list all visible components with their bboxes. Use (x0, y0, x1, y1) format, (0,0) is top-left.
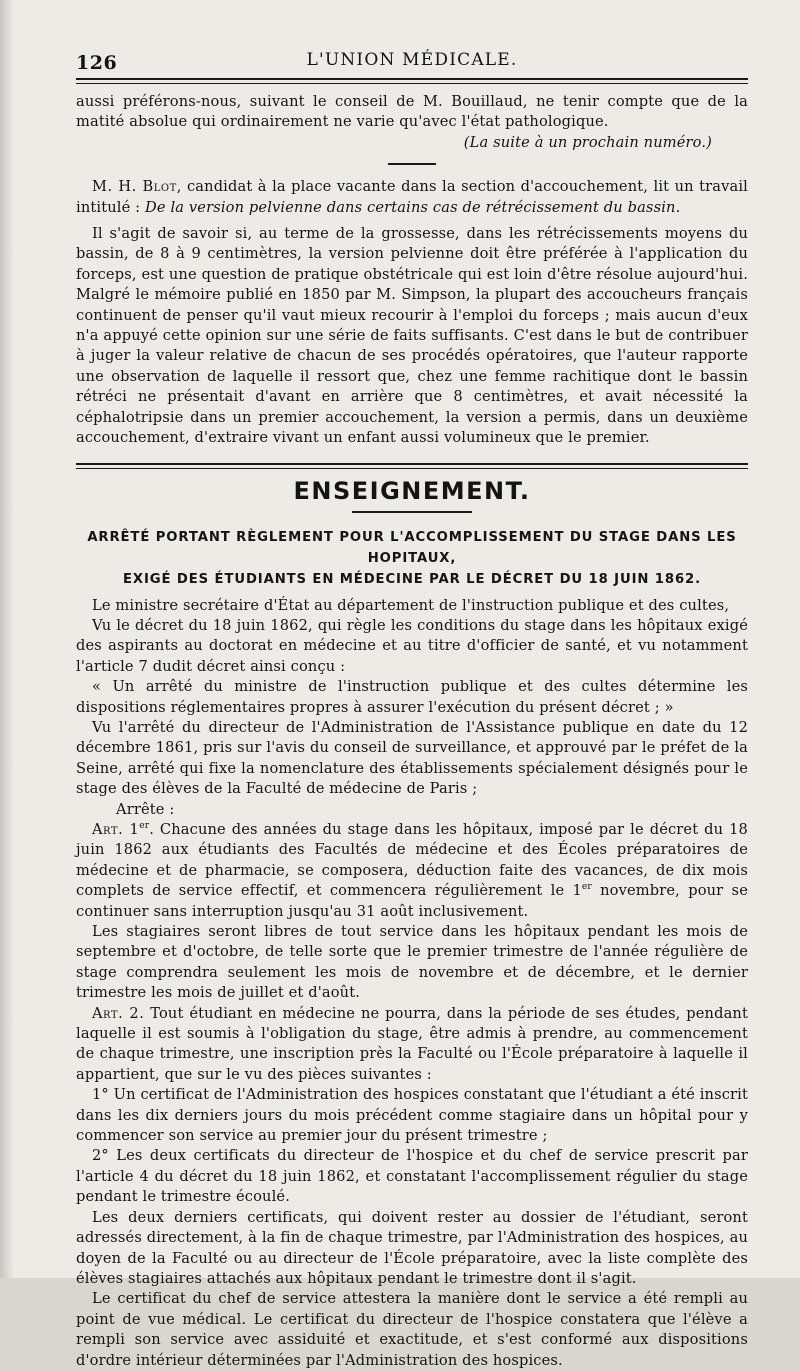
arrete-heading: Arrête : (116, 800, 175, 818)
article-1-label: Art. 1 (92, 820, 140, 838)
section-title: ENSEIGNEMENT. (293, 476, 531, 505)
decree-paragraph-1: Le ministre secrétaire d'État au département de l'instruction publique et des cultes, (92, 596, 730, 614)
running-title: L'UNION MÉDICALE. (306, 50, 518, 70)
article-2-label: Art. 2. (92, 1004, 145, 1022)
decree-title (76, 527, 748, 590)
work-title: De la version pelvienne dans certains cas de rétrécissement du bassin. (145, 198, 681, 216)
section-rule (76, 463, 748, 469)
continuation-paragraph: aussi préférons-nous, suivant le conseil de M. Bouillaud, ne tenir compte que de la matité absolue qui ordinairement ne varie qu'avec l'état pathologique. (76, 93, 748, 131)
article-1-text-b: novembre, pour se continuer sans interruption jusqu'au 31 août inclusivement. (76, 882, 748, 920)
separator-rule (388, 163, 436, 165)
decree-title-line1: ARRÊTÉ PORTANT RÈGLEMENT POUR L'ACCOMPLISSEMENT DU STAGE DANS LES HOPITAUX, (87, 529, 737, 566)
header-rule (76, 78, 748, 84)
article-1-sup: er (139, 821, 150, 832)
blot-intro-text: , candidat à la place vacante dans la section d'accouchement, lit un travail intitulé : (76, 178, 748, 216)
decree-paragraph-5: Les stagiaires seront libres de tout service dans les hôpitaux pendant les mois de septembre et d'octobre, de telle sorte que le premier trimestre de l'année régulière de stage comprendra seulement les mois de novembre et de décembre, et le dernier trimestre les mois de juillet et d'août. (76, 923, 748, 1002)
page-number: 126 (76, 52, 118, 74)
decree-paragraph-3: « Un arrêté du ministre de l'instruction publique et des cultes détermine les dispositions réglementaires propres à assurer l'exécution du présent décret ; » (76, 678, 748, 716)
blot-body-paragraph: Il s'agit de savoir si, au terme de la grossesse, dans les rétrécissements moyens du bassin, de 8 à 9 centimètres, la version pelvienne doit être préférée à l'application du forceps, est une question de pratique obstétricale qui est loin d'être résolue aujourd'hui. Malgré le mémoire publié en 1850 par M. Simpson, la plupart des accoucheurs français continuent de penser qu'il vaut mieux recourir à l'emploi du forceps ; mais aucun d'eux n'a appuyé cette opinion sur une série de faits suffisants. C'est dans le but de contribuer à juger la valeur relative de chacun de ses procédés opératoires, que l'auteur rapporte une observation de laquelle il ressort que, chez une femme rachitique dont le bassin rétréci ne présentait d'avant en arrière que 8 centimètres, et avait nécessité la céphalotripsie dans un premier accouchement, la version a permis, dans un deuxième accouchement, d'extraire vivant un enfant aussi volumineux que le premier. (76, 225, 748, 447)
decree-paragraph-2: Vu le décret du 18 juin 1862, qui règle les conditions du stage dans les hôpitaux exigé des aspirants au doctorat en médecine et au titre d'officier de santé, et vu notamment l'article 7 dudit décret ainsi conçu : (76, 616, 748, 675)
page-header (76, 42, 748, 76)
decree-paragraph-6: Les deux derniers certificats, qui doivent rester au dossier de l'étudiant, seront adressés directement, à la fin de chaque trimestre, par l'Administration des hospices, au doyen de la Faculté ou au directeur de l'École préparatoire, avec la liste complète des élèves stagiaires attachés aux hôpitaux pendant le trimestre dont il s'agit. (76, 1208, 748, 1287)
decree-title-line2: EXIGÉ DES ÉTUDIANTS EN MÉDECINE PAR LE DÉCRET DU 18 JUIN 1862. (122, 571, 702, 587)
decree-paragraph-7: Le certificat du chef de service attestera la manière dont le service a été rempli au point de vue médical. Le certificat du directeur de l'hospice constatera que l'élève a rempli son service avec assiduité et exactitude, et s'est conformé aux dispositions d'ordre intérieur déterminées par l'Administration des hospices. (76, 1290, 748, 1369)
article-1-sup2: er (581, 882, 592, 893)
decree-paragraph-4: Vu l'arrêté du directeur de l'Administration de l'Assistance publique en date du 12 décembre 1861, pris sur l'avis du conseil de surveillance, et approuvé par le préfet de la Seine, arrêté qui fixe la nomenclature des établissements spécialement désignés pour le stage des élèves de la Faculté de médecine de Paris ; (76, 718, 748, 798)
to-be-continued-note: (La suite à un prochain numéro.) (463, 133, 712, 151)
author-name: M. H. Blot (92, 178, 177, 196)
blot-intro-paragraph (76, 177, 748, 218)
article-2-text: Tout étudiant en médecine ne pourra, dans la période de ses études, pendant laquelle il est soumis à l'obligation du stage, être admis à prendre, au commencement de chaque trimestre, une inscription près la Faculté ou l'École préparatoire à laquelle il appartient, que sur le vu des pièces suivantes : (76, 1004, 748, 1083)
article-2-item-2: 2° Les deux certificats du directeur de l'hospice et du chef de service prescrit par l'article 4 du décret du 18 juin 1862, et constatant l'accomplissement régulier du stage pendant le trimestre écoulé. (76, 1147, 748, 1206)
article-1 (76, 820, 748, 922)
article-2 (76, 1004, 748, 1086)
article-2-item-1: 1° Un certificat de l'Administration des hospices constatant que l'étudiant a été inscrit dans les dix derniers jours du mois précédent comme stagiaire dans un hôpital pour y commencer son service au premier jour du présent trimestre ; (76, 1086, 748, 1145)
article-1-text-a: . Chacune des années du stage dans les hôpitaux, imposé par le décret du 18 juin 1862 aux étudiants des Facultés de médecine et des Écoles préparatoires de médecine et de pharmacie, se composera, déduction faite des vacances, de dix mois complets de service effectif, et commencera régulièrement le 1 (76, 820, 748, 900)
section-mini-rule (352, 511, 472, 513)
